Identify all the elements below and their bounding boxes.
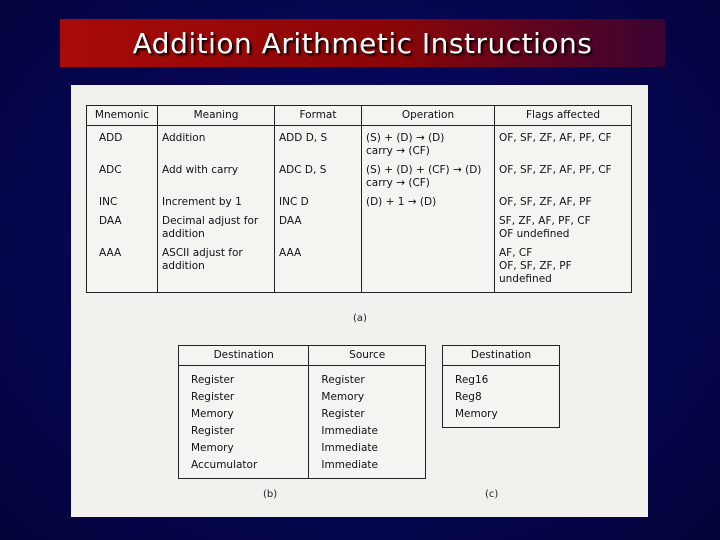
flags-cell-line: OF, SF, ZF, AF, PF	[499, 196, 592, 208]
flags-cell-line: OF, SF, ZF, AF, PF, CF	[499, 164, 612, 176]
flags-cell-line: AF, CF	[499, 247, 533, 259]
flags-cell-line: OF, SF, ZF, PF	[499, 260, 572, 272]
header-destination: Destination	[179, 346, 309, 366]
caption-a: (a)	[353, 313, 367, 324]
scanned-figure	[71, 85, 648, 517]
destination-cell: Memory	[443, 406, 560, 428]
format-cell: DAA	[275, 211, 362, 243]
table-row	[87, 126, 632, 161]
destination-table	[442, 345, 560, 428]
instruction-table	[86, 105, 632, 293]
header-source: Source	[309, 346, 426, 366]
table-row	[179, 440, 426, 457]
table-row	[179, 406, 426, 423]
source-destination-table	[178, 345, 426, 479]
destination-cell: Register	[179, 389, 309, 406]
header-meaning: Meaning	[158, 106, 275, 126]
destination-cell: Reg8	[443, 389, 560, 406]
slide-title: Addition Arithmetic Instructions	[132, 26, 593, 60]
destination-cell: Reg16	[443, 366, 560, 390]
table-row	[179, 366, 426, 390]
meaning-cell-line: Add with carry	[162, 164, 239, 176]
operation-cell-line: (S) + (D) → (D)	[366, 132, 445, 144]
format-cell: INC D	[275, 192, 362, 211]
instruction-table-header	[87, 106, 632, 126]
meaning-cell	[158, 192, 275, 211]
caption-c: (c)	[485, 489, 499, 500]
meaning-cell	[158, 211, 275, 243]
meaning-cell	[158, 126, 275, 161]
mnemonic-cell: AAA	[87, 243, 158, 293]
operation-cell-line: carry → (CF)	[366, 145, 430, 157]
mnemonic-cell: INC	[87, 192, 158, 211]
meaning-cell-line: Addition	[162, 132, 206, 144]
table-row	[87, 211, 632, 243]
format-cell: ADD D, S	[275, 126, 362, 161]
flags-cell	[495, 192, 632, 211]
source-cell: Register	[309, 406, 426, 423]
mnemonic-cell: DAA	[87, 211, 158, 243]
meaning-cell-line: addition	[162, 260, 205, 272]
flags-cell-line: undefined	[499, 273, 552, 285]
source-cell: Immediate	[309, 457, 426, 479]
meaning-cell-line: ASCII adjust for	[162, 247, 243, 259]
flags-cell	[495, 211, 632, 243]
meaning-cell-line: Decimal adjust for	[162, 215, 259, 227]
destination-cell: Memory	[179, 440, 309, 457]
source-cell: Immediate	[309, 423, 426, 440]
destination-cell: Register	[179, 423, 309, 440]
table-row	[87, 243, 632, 293]
table-row	[443, 406, 560, 428]
operation-cell-line: (D) + 1 → (D)	[366, 196, 437, 208]
operation-cell-line: (S) + (D) + (CF) → (D)	[366, 164, 482, 176]
operation-cell-line: carry → (CF)	[366, 177, 430, 189]
flags-cell-line: OF undefined	[499, 228, 570, 240]
meaning-cell-line: addition	[162, 228, 205, 240]
table-row	[443, 389, 560, 406]
meaning-cell-line: Increment by 1	[162, 196, 242, 208]
format-cell: AAA	[275, 243, 362, 293]
header-format: Format	[275, 106, 362, 126]
source-cell: Register	[309, 366, 426, 390]
flags-cell	[495, 243, 632, 293]
flags-cell-line: SF, ZF, AF, PF, CF	[499, 215, 591, 227]
table-row	[179, 423, 426, 440]
meaning-cell	[158, 160, 275, 192]
operation-cell	[362, 160, 495, 192]
mnemonic-cell: ADC	[87, 160, 158, 192]
source-cell: Immediate	[309, 440, 426, 457]
mnemonic-cell: ADD	[87, 126, 158, 161]
table-row	[179, 389, 426, 406]
table-b-header	[179, 346, 426, 366]
header-mnemonic: Mnemonic	[87, 106, 158, 126]
format-cell: ADC D, S	[275, 160, 362, 192]
table-row	[87, 192, 632, 211]
title-banner	[60, 19, 665, 67]
destination-cell: Accumulator	[179, 457, 309, 479]
operation-cell	[362, 192, 495, 211]
header-flags: Flags affected	[495, 106, 632, 126]
table-row	[443, 366, 560, 390]
table-row	[179, 457, 426, 479]
flags-cell	[495, 126, 632, 161]
meaning-cell	[158, 243, 275, 293]
operation-cell	[362, 126, 495, 161]
operation-cell	[362, 243, 495, 293]
flags-cell	[495, 160, 632, 192]
header-operation: Operation	[362, 106, 495, 126]
destination-cell: Memory	[179, 406, 309, 423]
table-row	[87, 160, 632, 192]
table-c-header	[443, 346, 560, 366]
flags-cell-line: OF, SF, ZF, AF, PF, CF	[499, 132, 612, 144]
destination-cell: Register	[179, 366, 309, 390]
source-cell: Memory	[309, 389, 426, 406]
header-destination-c: Destination	[443, 346, 560, 366]
operation-cell	[362, 211, 495, 243]
caption-b: (b)	[263, 489, 278, 500]
